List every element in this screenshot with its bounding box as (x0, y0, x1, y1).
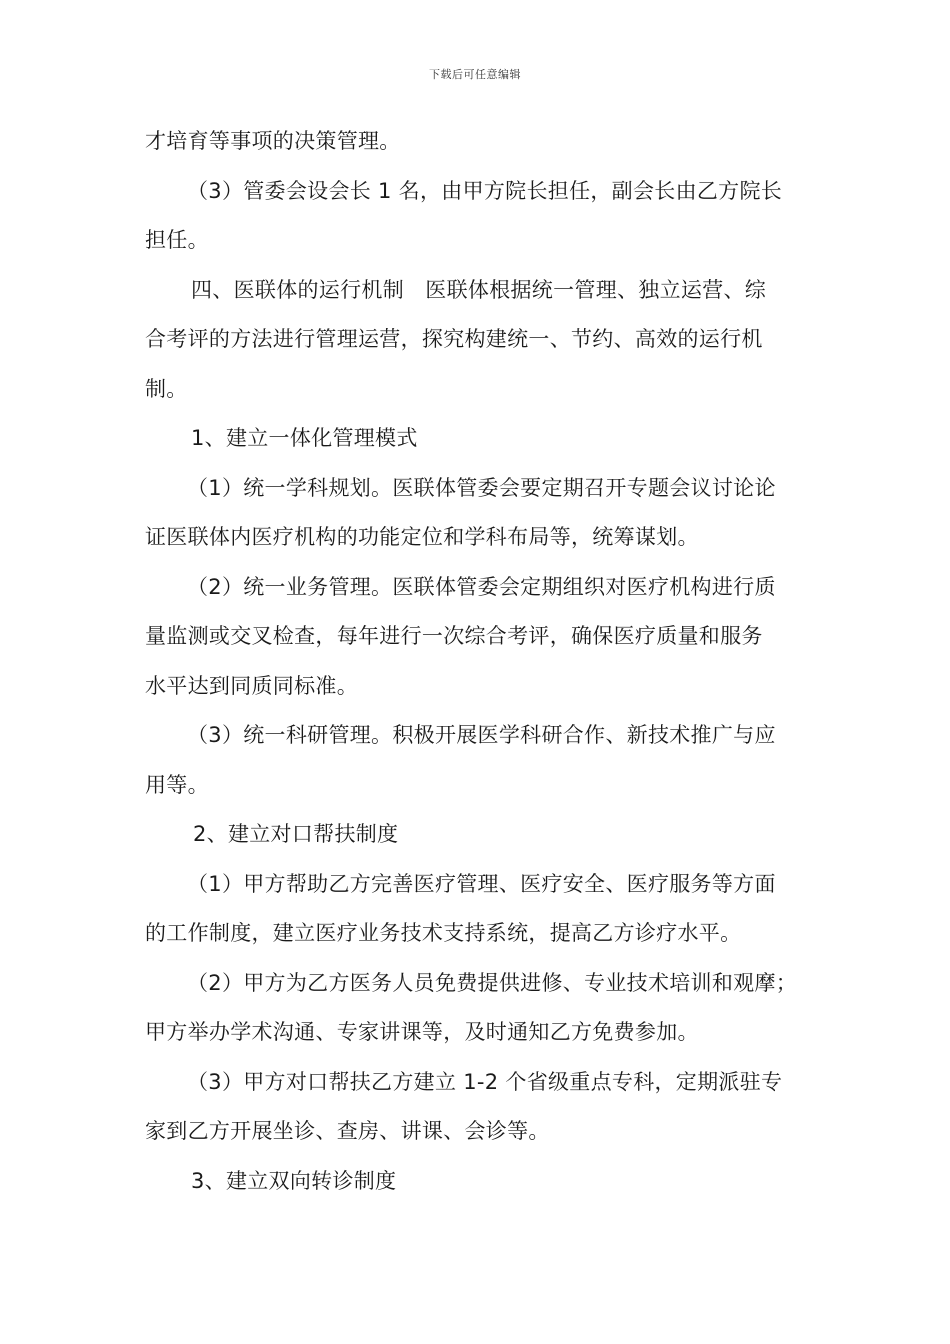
subsection-heading: 1、建立一体化管理模式 (191, 426, 418, 450)
paragraph-line: 量监测或交叉检查，每年进行一次综合考评，确保医疗质量和服务 (145, 624, 763, 648)
paragraph-line: （2）甲方为乙方医务人员免费提供进修、专业技术培训和观摩； (187, 970, 798, 995)
subsection-heading: 2、建立对口帮扶制度 (193, 822, 399, 846)
paragraph-line: （1）统一学科规划。医联体管委会要定期召开专题会议讨论论 (187, 475, 776, 500)
paragraph-line: 担任。 (145, 228, 209, 252)
paragraph-line: 才培育等事项的决策管理。 (145, 129, 401, 153)
paragraph-line: 合考评的方法进行管理运营，探究构建统一、节约、高效的运行机 (145, 327, 763, 351)
subsection-heading: 3、建立双向转诊制度 (191, 1168, 397, 1193)
paragraph-line: 制。 (145, 376, 188, 401)
paragraph-line: 用等。 (145, 772, 209, 797)
document-body (145, 117, 810, 1206)
paragraph-line: 家到乙方开展坐诊、查房、讲课、会诊等。 (145, 1119, 550, 1143)
page-header-note: 下载后可任意编辑 (429, 68, 521, 81)
paragraph-line: （3）甲方对口帮扶乙方建立 1-2 个省级重点专科，定期派驻专 (187, 1069, 783, 1094)
paragraph-line: （2）统一业务管理。医联体管委会定期组织对医疗机构进行质 (187, 574, 776, 599)
paragraph-line: （1）甲方帮助乙方完善医疗管理、医疗安全、医疗服务等方面 (187, 871, 776, 896)
section-heading: 四、医联体的运行机制 医联体根据统一管理、独立运营、综 (191, 277, 767, 302)
paragraph-line: 水平达到同质同标准。 (145, 673, 358, 698)
paragraph-line: 证医联体内医疗机构的功能定位和学科布局等，统筹谋划。 (145, 525, 699, 549)
paragraph-line: （3）统一科研管理。积极开展医学科研合作、新技术推广与应 (187, 723, 776, 747)
paragraph-line: 甲方举办学术沟通、专家讲课等，及时通知乙方免费参加。 (145, 1020, 699, 1044)
paragraph-line: 的工作制度，建立医疗业务技术支持系统，提高乙方诊疗水平。 (145, 921, 742, 945)
paragraph-line: （3）管委会设会长 1 名，由甲方院长担任，副会长由乙方院长 (187, 178, 783, 203)
